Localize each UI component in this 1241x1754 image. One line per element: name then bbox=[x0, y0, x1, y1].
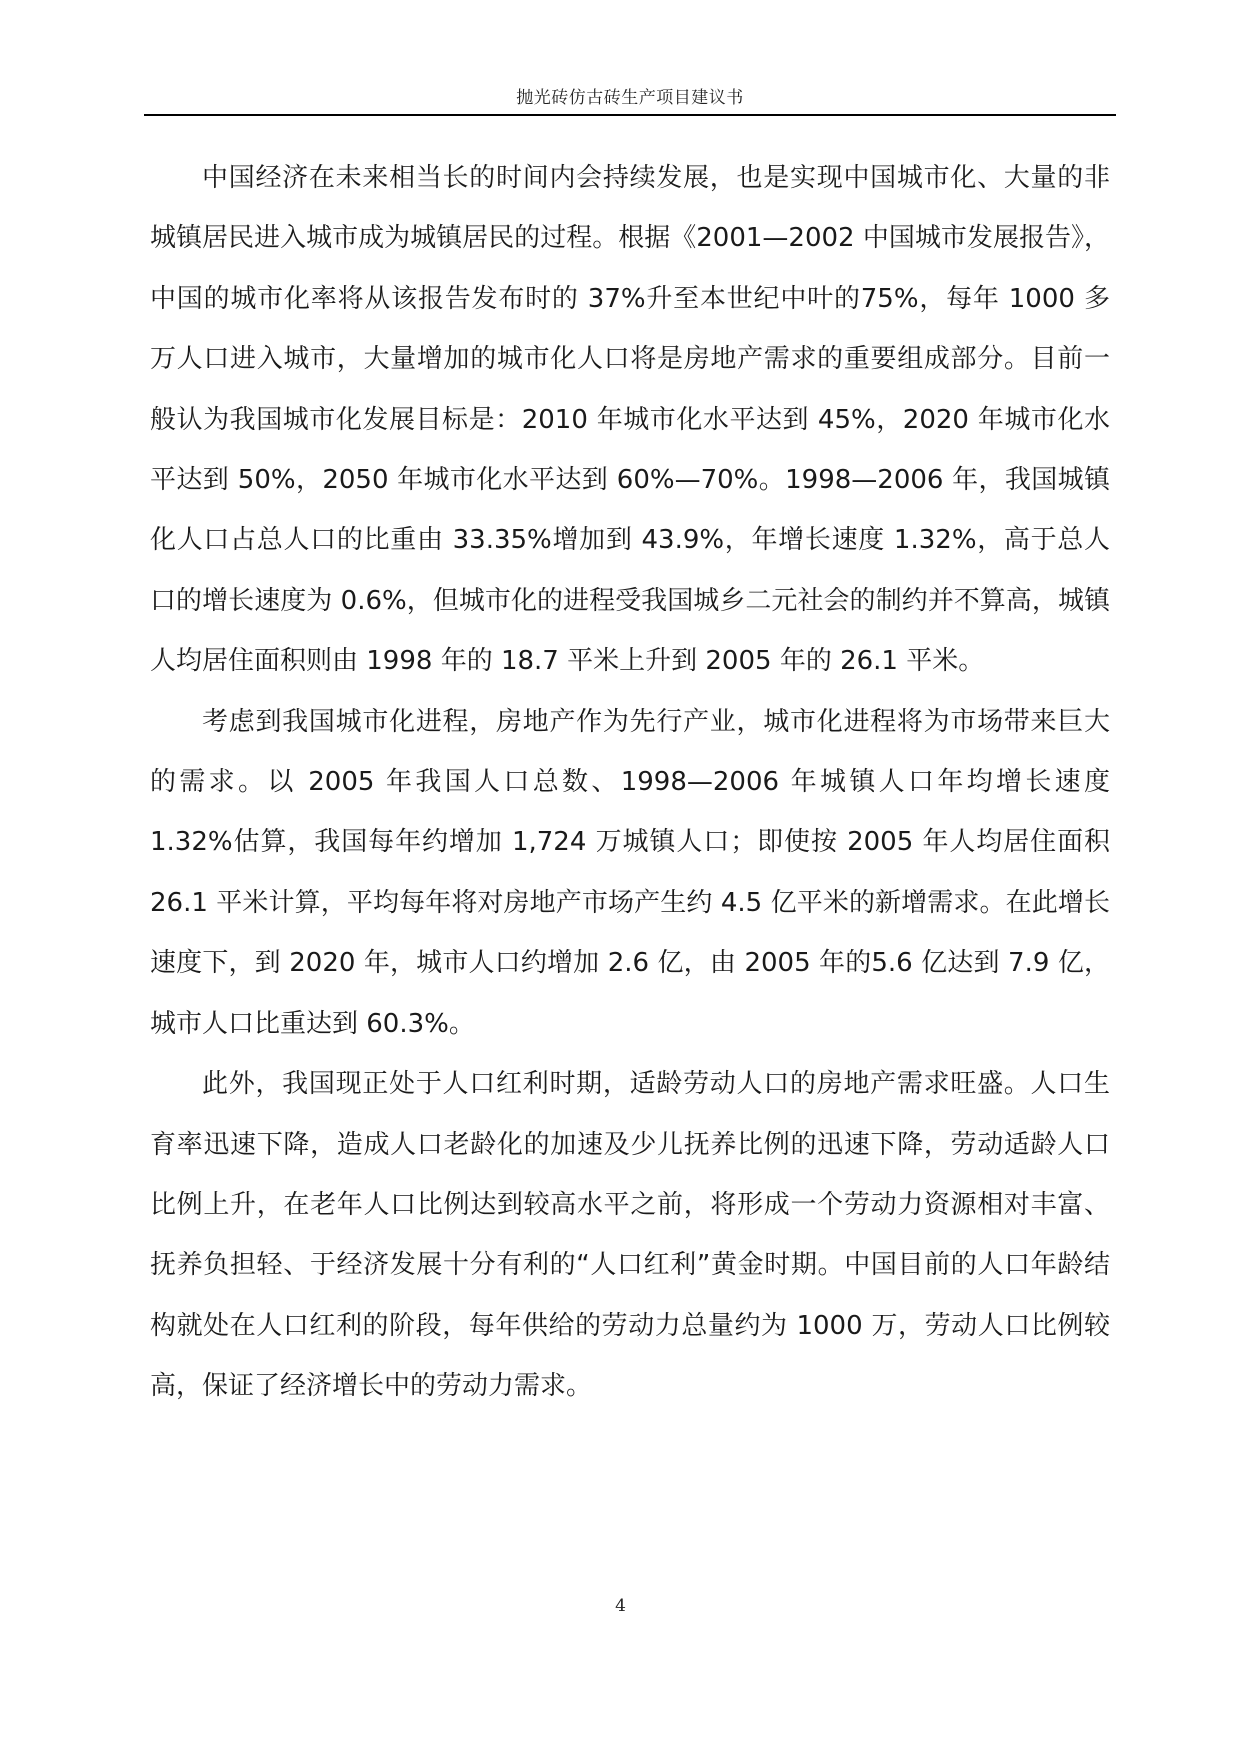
header-rule bbox=[144, 114, 1116, 116]
paragraph-housing-demand: 考虑到我国城市化进程，房地产作为先行产业，城市化进程将为市场带来巨大的需求。以 2005 年我国人口总数、1998—2006 年城镇人口年均增长速度 1.32%估算，我国每年约增加 1,724 万城镇人口；即使按 2005 年人均居住面积 26.1 平米计算，平均每年将对房地产市场产生约 4.5 亿平米的新增需求。在此增长速度下，到 2020 年，城市人口约增加 2.6 亿，由 2005 年的5.6 亿达到 7.9 亿，城市人口比重达到 60.3%。 bbox=[150, 706, 1110, 1039]
page-number: 4 bbox=[615, 1596, 626, 1616]
paragraph-demographic-dividend: 此外，我国现正处于人口红利时期，适龄劳动人口的房地产需求旺盛。人口生育率迅速下降，造成人口老龄化的加速及少儿抚养比例的迅速下降，劳动适龄人口比例上升，在老年人口比例达到较高水平之前，将形成一个劳动力资源相对丰富、抚养负担轻、于经济发展十分有利的“人口红利”黄金时期。中国目前的人口年龄结构就处在人口红利的阶段，每年供给的劳动力总量约为 1000 万，劳动人口比例较高，保证了经济增长中的劳动力需求。 bbox=[150, 1069, 1110, 1402]
body-text bbox=[150, 148, 1110, 1417]
running-header: 抛光砖仿古砖生产项目建议书 bbox=[516, 88, 744, 108]
paragraph-urbanization: 中国经济在未来相当长的时间内会持续发展，也是实现中国城市化、大量的非城镇居民进入城市成为城镇居民的过程。根据《2001—2002 中国城市发展报告》，中国的城市化率将从该报告发布时的 37%升至本世纪中叶的75%，每年 1000 多万人口进入城市，大量增加的城市化人口将是房地产需求的重要组成部分。目前一般认为我国城市化发展目标是：2010 年城市化水平达到 45%，2020 年城市化水平达到 50%，2050 年城市化水平达到 60%—70%。1998—2006 年，我国城镇化人口占总人口的比重由 33.35%增加到 43.9%，年增长速度 1.32%，高于总人口的增长速度为 0.6%，但城市化的进程受我国城乡二元社会的制约并不算高，城镇人均居住面积则由 1998 年的 18.7 平米上升到 2005 年的 26.1 平米。 bbox=[150, 163, 1110, 677]
